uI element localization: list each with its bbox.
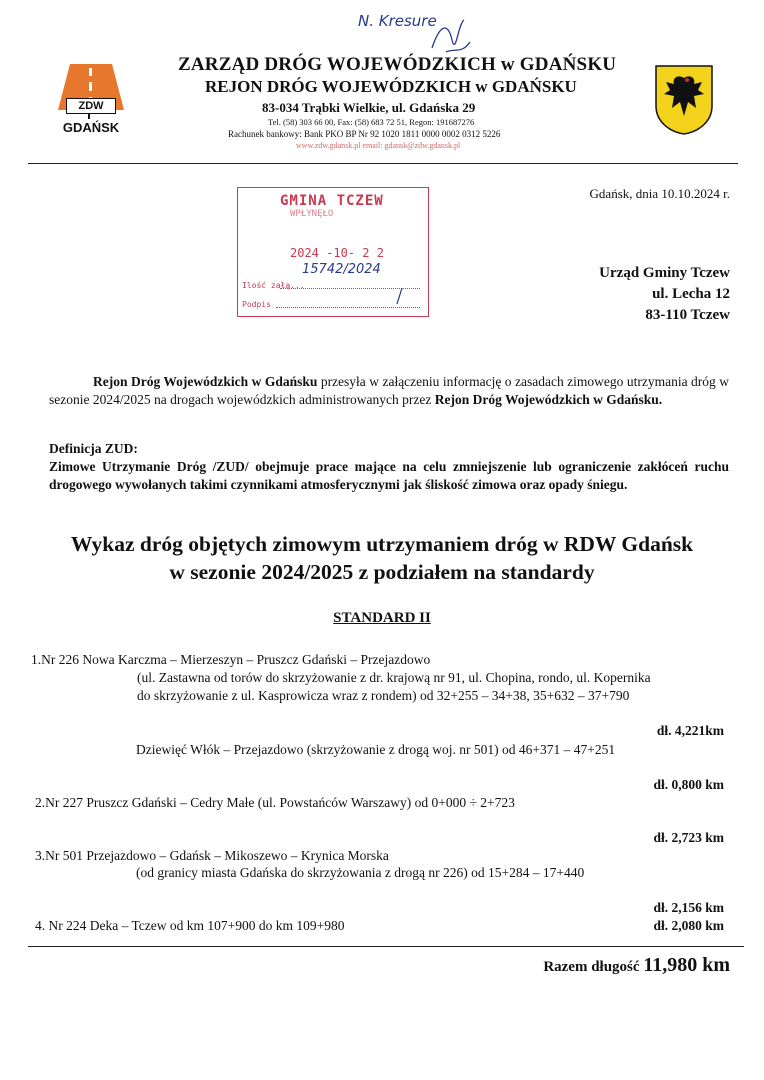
definition-label: Definicja ZUD: bbox=[49, 441, 138, 456]
coat-of-arms-icon bbox=[654, 64, 714, 136]
road-2-title: 2.Nr 227 Pruszcz Gdański – Cedry Małe (ul. Powstańców Warszawy) od 0+000 ÷ 2+723 bbox=[35, 795, 515, 810]
definition-paragraph bbox=[49, 440, 729, 494]
total-value: 11,980 km bbox=[643, 954, 730, 976]
logo-post bbox=[88, 114, 90, 119]
recipient-block bbox=[599, 263, 730, 326]
org-phones: Tel. (58) 303 66 00, Fax: (58) 683 72 51, Regon: 191687276 bbox=[268, 117, 475, 127]
org-address: 83-034 Trąbki Wielkie, ul. Gdańska 29 bbox=[262, 100, 476, 115]
total-divider bbox=[28, 946, 744, 947]
document-date: Gdańsk, dnia 10.10.2024 r. bbox=[589, 186, 730, 201]
header-divider bbox=[28, 163, 738, 164]
road-1-title: 1.Nr 226 Nowa Karczma – Mierzeszyn – Pruszcz Gdański – Przejazdowo bbox=[31, 652, 431, 667]
list-title-line1: Wykaz dróg objętych zimowym utrzymaniem dróg w RDW Gdańsk bbox=[70, 532, 694, 556]
road-4-length: dł. 2,080 km bbox=[653, 918, 724, 933]
recipient-name: Urząd Gminy Tczew bbox=[599, 265, 730, 281]
list-title bbox=[0, 530, 764, 586]
logo-zdw-label: ZDW bbox=[66, 98, 116, 114]
total-length bbox=[543, 954, 730, 977]
road-1-detail-2: do skrzyżowanie z ul. Kasprowicza wraz z rondem) od 32+255 – 34+38, 35+632 – 37+790 bbox=[137, 688, 630, 703]
intro-text: przesyła w załączeniu informację o zasadach zimowego utrzymania dróg w sezonie 2024/2025 na drogach wojewódzkich administrowanych przez bbox=[49, 374, 729, 407]
org-web: www.zdw.gdansk.pl email: gdansk@zdw.gdansk.pl bbox=[296, 141, 461, 150]
unit-name: REJON DRÓG WOJEWÓDZKICH w GDAŃSKU bbox=[205, 77, 577, 96]
road-1-length: dł. 4,221km bbox=[656, 723, 724, 738]
handwritten-note: N. Kresure bbox=[358, 12, 437, 30]
logo-city-label: GDAŃSK bbox=[62, 120, 120, 135]
sender-name-end: Rejon Dróg Wojewódzkich w Gdańsku. bbox=[434, 392, 663, 407]
road-3-length: dł. 2,156 km bbox=[653, 900, 724, 915]
road-3-detail: (od granicy miasta Gdańska do skrzyżowania z drogą nr 226) od 15+284 – 17+440 bbox=[136, 865, 585, 880]
definition-text: Zimowe Utrzymanie Dróg /ZUD/ obejmuje prace mające na celu zmniejszenie lub ograniczenie zakłóceń ruchu drogowego wywołanych takimi czynnikami atmosferycznymi jak śliskość zimowa oraz opady śniegu. bbox=[49, 459, 729, 492]
road-4-title: 4. Nr 224 Deka – Tczew od km 107+900 do km 109+980 bbox=[35, 918, 345, 933]
stamp-number: 15742/2024 bbox=[302, 262, 381, 277]
receipt-stamp bbox=[237, 187, 429, 317]
road-2-length: dł. 2,723 km bbox=[653, 830, 724, 845]
intro-paragraph bbox=[49, 373, 729, 409]
zdw-logo bbox=[56, 62, 126, 138]
recipient-city: 83-110 Tczew bbox=[645, 307, 730, 323]
sender-name: Rejon Dróg Wojewódzkich w Gdańsku bbox=[93, 374, 318, 389]
stamp-initials bbox=[392, 286, 406, 308]
stamp-date: 2024 -10- 2 2 bbox=[290, 246, 384, 260]
stamp-title: GMINA TCZEW bbox=[280, 193, 384, 209]
stamp-received: WPŁYNĘŁO bbox=[290, 209, 334, 219]
total-label: Razem długość bbox=[543, 959, 644, 975]
road-1-sub-length: dł. 0,800 km bbox=[653, 777, 724, 792]
standard-heading: STANDARD II bbox=[333, 610, 431, 626]
org-name: ZARZĄD DRÓG WOJEWÓDZKICH w GDAŃSKU bbox=[178, 54, 617, 75]
org-bank: Rachunek bankowy: Bank PKO BP Nr 92 1020 1811 0000 0002 0312 5226 bbox=[228, 129, 501, 139]
stamp-signature-label: Podpis bbox=[242, 300, 271, 309]
recipient-street: ul. Lecha 12 bbox=[652, 286, 730, 302]
road-3-title: 3.Nr 501 Przejazdowo – Gdańsk – Mikoszewo – Krynica Morska bbox=[35, 848, 389, 863]
list-title-line2: w sezonie 2024/2025 z podziałem na standardy bbox=[169, 560, 595, 584]
road-1-detail-1: (ul. Zastawna od torów do skrzyżowanie z dr. krajową nr 91, ul. Chopina, rondo, ul. Kopernika bbox=[137, 670, 651, 685]
stamp-attachments: Ilość załą... bbox=[242, 281, 305, 290]
road-1-sub: Dziewięć Włók – Przejazdowo (skrzyżowanie z drogą woj. nr 501) od 46+371 – 47+251 bbox=[136, 742, 616, 757]
